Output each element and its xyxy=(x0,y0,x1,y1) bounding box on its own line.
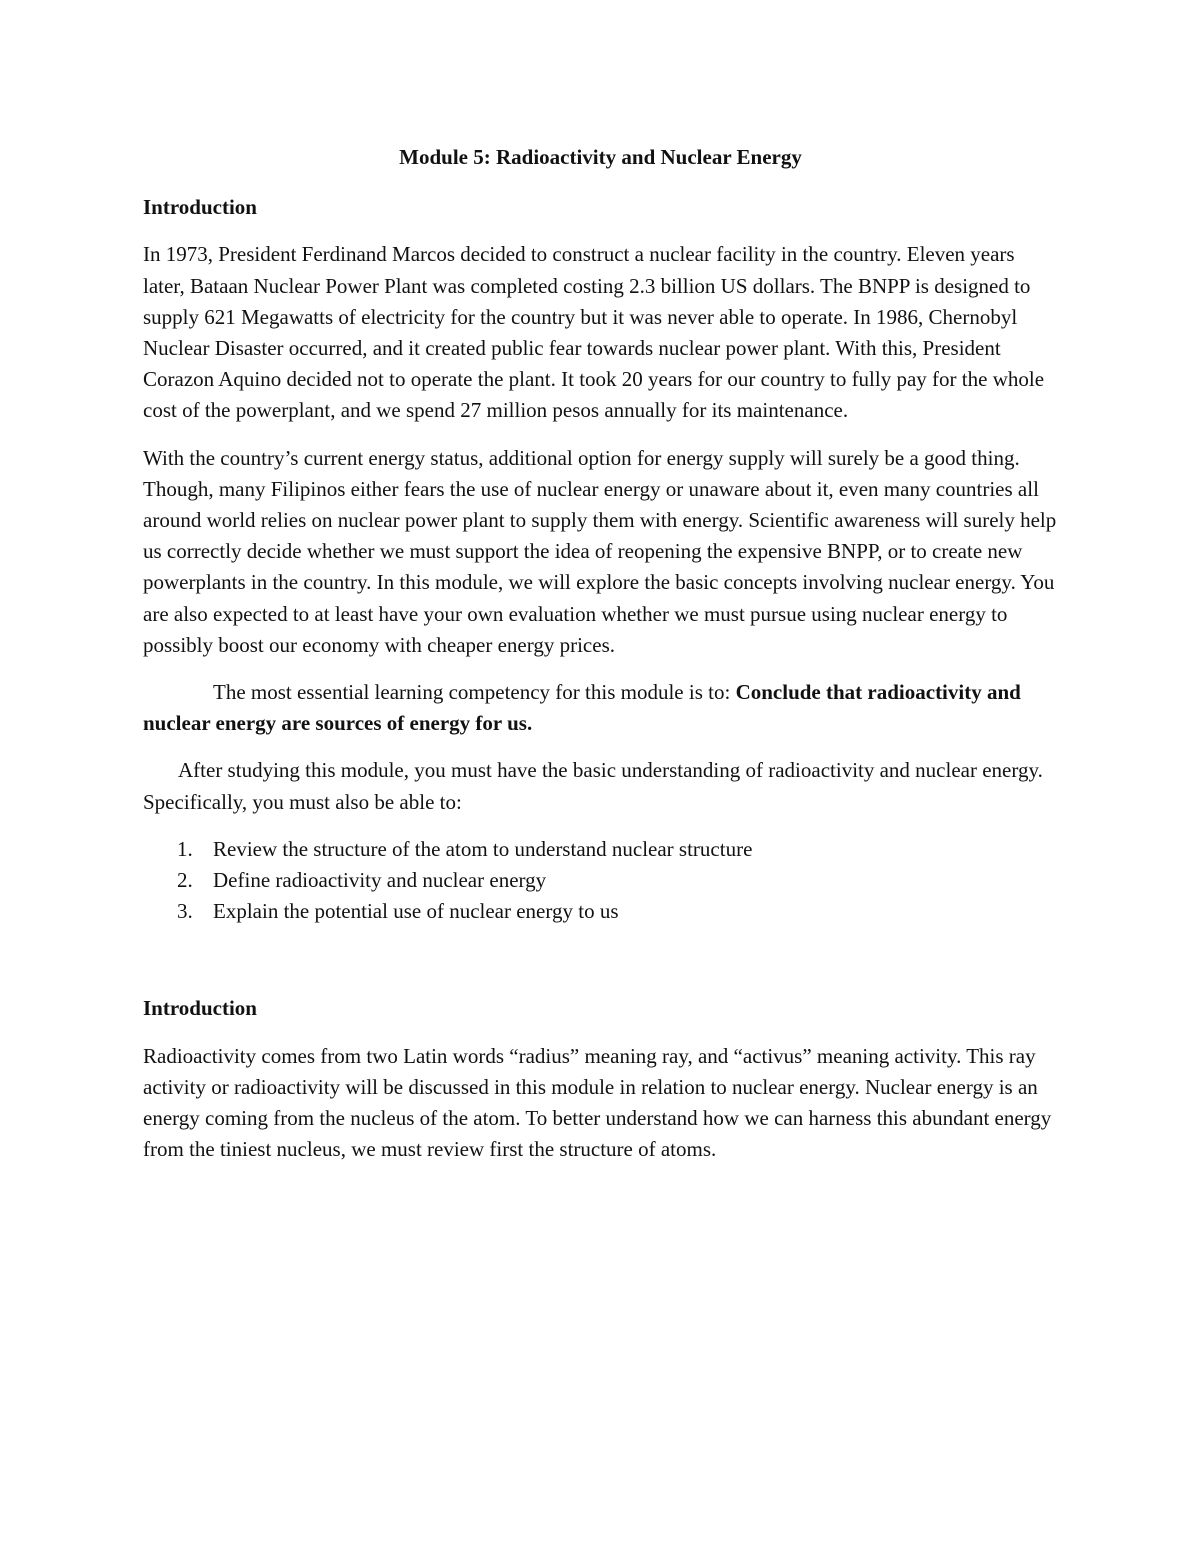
paragraph-radioactivity: Radioactivity comes from two Latin words “radius” meaning ray, and “activus” meaning activity. This ray activity or radioactivity will be discussed in this module in relation to nuclear energy. Nuclear energy is an energy coming from the nucleus of the atom. To better understand how we can harness this abundant energy from the tiniest nucleus, we must review first the structure of atoms. xyxy=(143,1043,1052,1162)
competency-intro: The most essential learning competency for this module is to: xyxy=(213,680,736,705)
paragraph-competency xyxy=(143,677,1058,739)
competency-statement: Conclude that radioactivity and nuclear energy are sources of energy for us. xyxy=(143,680,1021,736)
paragraph-history: In 1973, President Ferdinand Marcos decided to construct a nuclear facility in the country. Eleven years later, Bataan Nuclear Power Plant was completed costing 2.3 billion US dollars. The BNPP is designed to supply 621 Megawatts of electricity for the country but it was never able to operate. In 1986, Chernobyl Nuclear Disaster occurred, and it created public fear towards nuclear power plant. With this, President Corazon Aquino decided not to operate the plant. It took 20 years for our country to fully pay for the whole cost of the powerplant, and we spend 27 million pesos annually for its maintenance. xyxy=(143,242,1045,423)
document-title: Module 5: Radioactivity and Nuclear Energy xyxy=(399,145,802,169)
objective-text: Explain the potential use of nuclear energy to us xyxy=(213,899,619,924)
objective-item xyxy=(143,834,1058,865)
paragraph-energy-status: With the country’s current energy status, additional option for energy supply will surely be a good thing. Though, many Filipinos either fears the use of nuclear energy or unaware about it, even many countries all around world relies on nuclear power plant to supply them with energy. Scientific awareness will surely help us correctly decide whether we must support the idea of reopening the expensive BNPP, or to create new powerplants in the country. In this module, we will explore the basic concepts involving nuclear energy. You are also expected to at least have your own evaluation whether we must pursue using nuclear energy to possibly boost our economy with cheaper energy prices. xyxy=(143,445,1057,657)
objectives-list xyxy=(143,834,1058,928)
objective-text: Review the structure of the atom to understand nuclear structure xyxy=(213,836,753,861)
paragraph-objectives-intro: After studying this module, you must have the basic understanding of radioactivity and nuclear energy. Specifically, you must also be able to: xyxy=(143,758,1043,814)
section-heading-introduction: Introduction xyxy=(143,195,257,220)
section-heading-introduction-2: Introduction xyxy=(143,996,257,1021)
objective-text: Define radioactivity and nuclear energy xyxy=(213,868,547,893)
objective-item xyxy=(143,896,1058,927)
objective-number: 3. xyxy=(177,899,193,924)
document-body xyxy=(143,142,1058,1181)
objective-item xyxy=(143,865,1058,896)
objective-number: 1. xyxy=(177,836,193,861)
objective-number: 2. xyxy=(177,868,193,893)
section-spacer xyxy=(143,927,1058,993)
